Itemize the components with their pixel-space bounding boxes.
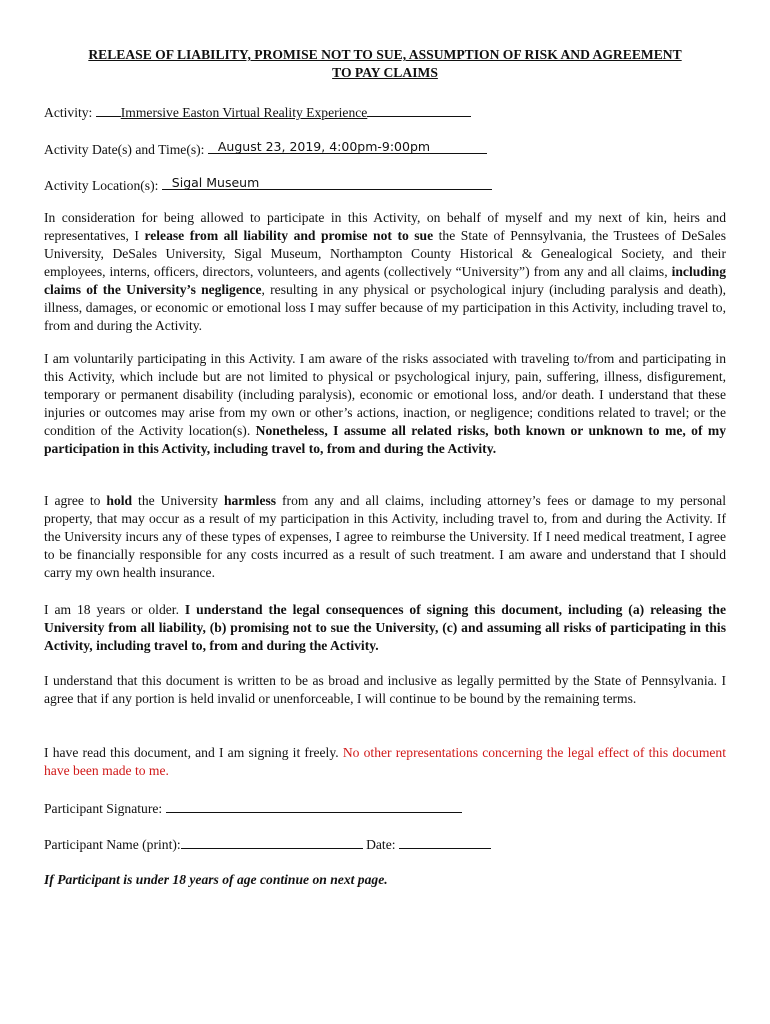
activity-underline-lead	[96, 101, 121, 117]
para2-bold-1: Nonetheless, I assume all related risks, both known or unknown to me, of my participation in this Activity, including travel to, from and during the Activity.	[44, 423, 727, 456]
activity-location-label: Activity Location(s):	[44, 178, 159, 193]
activity-location-input[interactable]	[162, 174, 492, 190]
para1-bold-1: release from all liability and promise not to sue	[144, 228, 434, 243]
para1-text-2: the State of Pennsylvania, the Trustees of DeSales University, DeSales University, Sigal Museum, Northampton County Historical & Genealogical Society, and their employees, interns, officers, directors, volunteers, and agents (collectively “University”) from any and all claims,	[44, 228, 726, 279]
risk-paragraph	[44, 350, 726, 458]
para3-bold-2: harmless	[223, 493, 277, 508]
age-consequences-paragraph	[44, 601, 726, 655]
para1-text-1: In consideration for being allowed to participate in this Activity, on behalf of myself and my next of kin, heirs and representatives, I	[44, 210, 726, 243]
activity-field	[44, 101, 471, 122]
title-line-1: RELEASE OF LIABILITY, PROMISE NOT TO SUE, ASSUMPTION OF RISK AND AGREEMENT	[88, 47, 682, 62]
para6-red-text: No other representations concerning the legal effect of this document have been made to me.	[44, 745, 726, 778]
participant-name-field	[44, 833, 491, 854]
para1-bold-2: including claims of the University’s negligence	[44, 264, 726, 297]
title-line-2: TO PAY CLAIMS	[332, 65, 438, 80]
para5-text-1: I understand that this document is written to be as broad and inclusive as legally permitted by the State of Pennsylvania. I agree that if any portion is held invalid or unenforceable, I will continue to be bound by the remaining terms.	[44, 673, 726, 706]
para2-text-1: I am voluntarily participating in this Activity. I am aware of the risks associated with traveling to/from and participating in this Activity, which include but are not limited to physical or psychological injury, pain, suffering, illness, disfigurement, temporary or permanent disability (including paralysis), economic or emotional loss, and/or death. I understand that these injuries or outcomes may arise from my own or other’s actions, inaction, or negligence; conditions related to travel; or the condition of the Activity location(s).	[44, 351, 726, 438]
participant-signature-input[interactable]	[166, 797, 462, 813]
activity-label: Activity:	[44, 105, 93, 120]
document-title	[44, 46, 726, 82]
para6-text-1: I have read this document, and I am signing it freely.	[44, 745, 343, 760]
activity-date-field	[44, 138, 487, 159]
activity-location-value: Sigal Museum	[171, 175, 260, 190]
participant-date-input[interactable]	[399, 833, 491, 849]
activity-underline-trail	[367, 101, 471, 117]
activity-date-label: Activity Date(s) and Time(s):	[44, 142, 205, 157]
para1-text-3: , resulting in any physical or psychological injury (including paralysis and death), illness, damages, or economic or emotional loss I may suffer because of my participation in this Activity, including travel to, from and during the Activity.	[44, 282, 726, 333]
participant-name-label: Participant Name (print):	[44, 837, 181, 852]
para3-text-2: the University	[132, 493, 224, 508]
signing-freely-paragraph	[44, 744, 726, 780]
under-18-note: If Participant is under 18 years of age continue on next page.	[44, 872, 388, 887]
para3-bold-1: hold	[106, 493, 133, 508]
activity-location-field	[44, 174, 492, 195]
participant-name-input[interactable]	[181, 833, 363, 849]
para4-bold-1: I understand the legal consequences of signing this document, including (a) releasing the University from all liability, (b) promising not to sue the University, (c) and assuming all risks of participating in this Activity, including travel to, from and during the Activity.	[44, 602, 726, 653]
activity-date-input[interactable]	[208, 138, 487, 154]
hold-harmless-paragraph	[44, 492, 726, 582]
activity-date-value: August 23, 2019, 4:00pm-9:00pm	[217, 139, 431, 154]
activity-value: Immersive Easton Virtual Reality Experience	[120, 105, 368, 120]
para3-text-3: from any and all claims, including attorney’s fees or damage to my personal property, that may occur as a result of my participation in this Activity, including travel to, from and during the Activity. If the University incurs any of these types of expenses, I agree to reimburse the University. If I need medical treatment, I agree to be financially responsible for any costs incurred as a result of such treatment. I am aware and understand that I should carry my own health insurance.	[44, 493, 726, 580]
para3-text-1: I agree to	[44, 493, 107, 508]
para4-text-1: I am 18 years or older.	[44, 602, 185, 617]
participant-signature-field	[44, 797, 462, 818]
participant-date-label: Date:	[366, 837, 396, 852]
consideration-paragraph	[44, 209, 726, 335]
participant-signature-label: Participant Signature:	[44, 801, 163, 816]
severability-paragraph	[44, 672, 726, 708]
